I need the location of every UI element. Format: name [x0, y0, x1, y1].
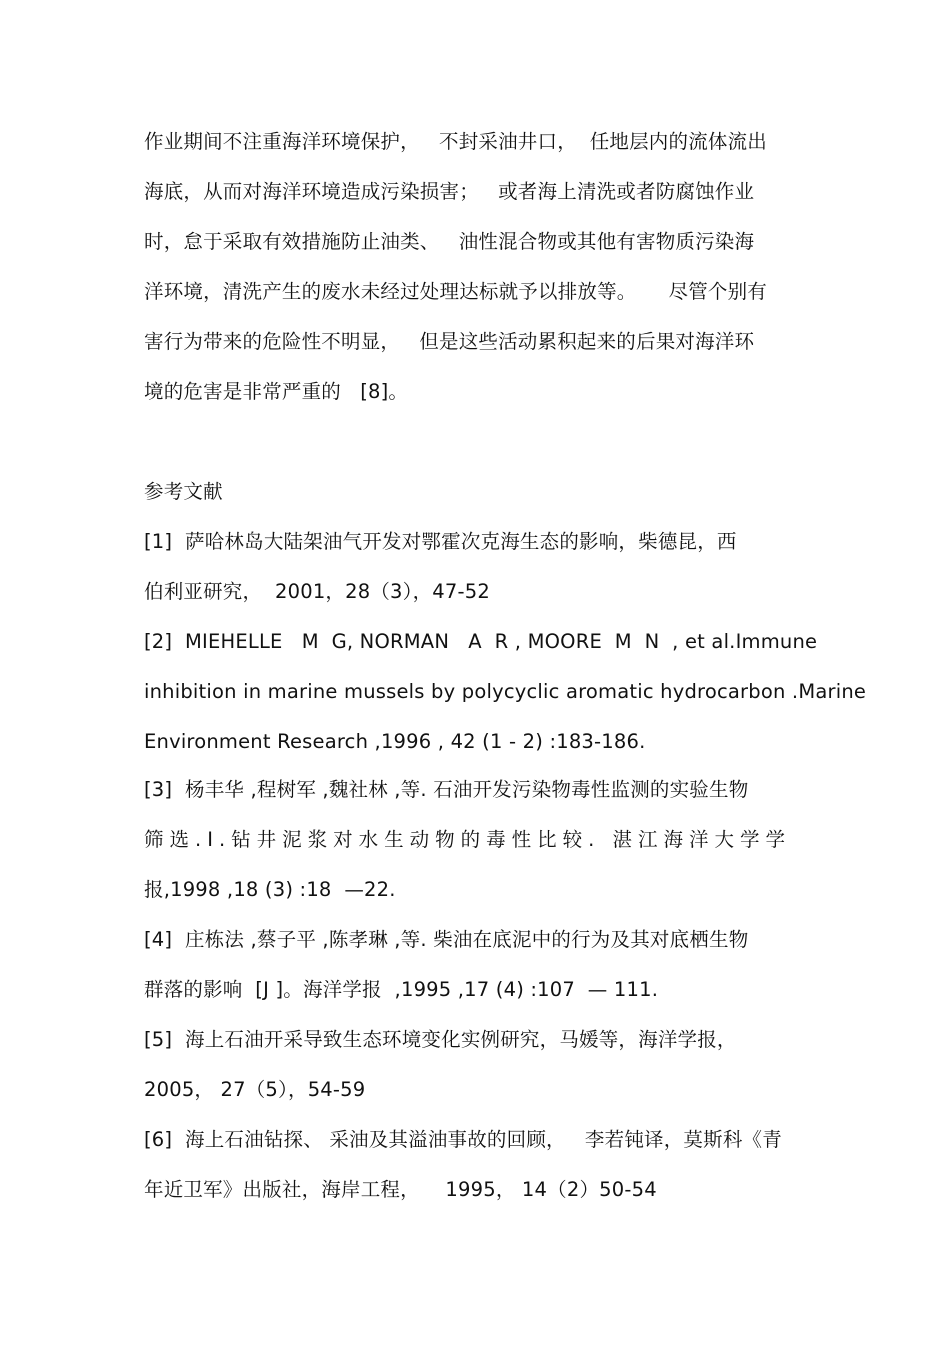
- body-text-line-2: 海底，从而对海洋环境造成污染损害； 或者海上清洗或者防腐蚀作业: [144, 180, 755, 203]
- reference-line-5: Environment Research ,1996 , 42 (1 - 2) :183-186.: [144, 730, 646, 753]
- body-text-line-1: 作业期间不注重海洋环境保护， 不封采油井口， 任地层内的流体流出: [144, 130, 767, 153]
- reference-line-10: 群落的影响 [J ]。海洋学报 ,1995 ,17 (4) :107 — 111.: [144, 978, 659, 1001]
- body-text-line-4: 洋环境，清洗产生的废水未经过处理达标就予以排放等。 尽管个别有: [144, 280, 767, 303]
- reference-line-13: [6] 海上石油钻探、 采油及其溢油事故的回顾， 李若钝译，莫斯科《青: [144, 1128, 782, 1151]
- body-text-line-3: 时，怠于采取有效措施防止油类、 油性混合物或其他有害物质污染海: [144, 230, 755, 253]
- reference-line-2: 伯利亚研究， 2001，28（3），47-52: [144, 580, 490, 603]
- reference-line-3: [2] MIEHELLE M G, NORMAN A R , MOORE M N , et al.Immune: [144, 630, 818, 653]
- references-heading: 参考文献: [144, 480, 223, 503]
- reference-line-14: 年近卫军》出版社，海岸工程， 1995， 14（2）50-54: [144, 1178, 657, 1201]
- reference-line-6: [3] 杨丰华 ,程树军 ,魏社林 ,等. 石油开发污染物毒性监测的实验生物: [144, 778, 749, 801]
- body-text-line-6: 境的危害是非常严重的 [8]。: [144, 380, 409, 403]
- reference-line-9: [4] 庄栋法 ,蔡子平 ,陈孝琳 ,等. 柴油在底泥中的行为及其对底栖生物: [144, 928, 749, 951]
- reference-line-12: 2005， 27（5），54-59: [144, 1078, 366, 1101]
- body-text-line-5: 害行为带来的危险性不明显， 但是这些活动累积起来的后果对海洋环: [144, 330, 755, 353]
- reference-line-4: inhibition in marine mussels by polycyclic aromatic hydrocarbon .Marine: [144, 680, 867, 703]
- reference-line-8: 报,1998 ,18 (3) :18 —22.: [144, 878, 396, 901]
- reference-line-11: [5] 海上石油开采导致生态环境变化实例研究，马媛等，海洋学报，: [144, 1028, 737, 1051]
- reference-line-7: 筛选.Ⅰ.钻井泥浆对水生动物的毒性比较. 湛江海洋大学学: [144, 828, 792, 851]
- reference-line-1: [1] 萨哈林岛大陆架油气开发对鄂霍次克海生态的影响，柴德昆，西: [144, 530, 737, 553]
